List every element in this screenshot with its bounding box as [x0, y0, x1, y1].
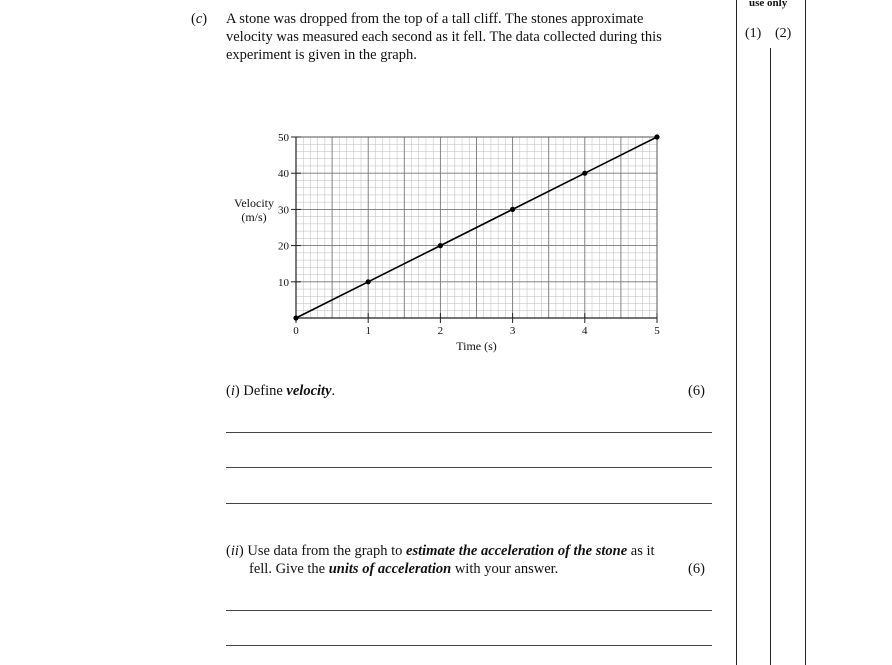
y-tick-label: 30	[278, 204, 289, 217]
data-point	[582, 171, 587, 176]
data-point	[438, 243, 443, 248]
data-point	[510, 207, 515, 212]
keyword-units-of-acceleration: units of acceleration	[328, 561, 452, 577]
margin-header: use only	[749, 0, 788, 9]
answer-line-ii-1[interactable]	[226, 610, 712, 611]
x-tick-label: 4	[582, 325, 588, 337]
keyword-velocity: velocity	[286, 383, 332, 399]
x-tick-label: 5	[654, 325, 660, 337]
margin-line-outer-left	[736, 0, 737, 665]
answer-line-i-3[interactable]	[226, 503, 712, 504]
x-tick-label: 1	[365, 325, 371, 337]
margin-line-middle	[770, 48, 771, 665]
y-tick-label: 10	[278, 276, 289, 289]
marks-i: (6)	[688, 383, 705, 399]
y-axis-label-line-1: Velocity	[234, 196, 274, 210]
x-axis-label: Time (s)	[456, 339, 497, 353]
answer-line-ii-2[interactable]	[226, 645, 712, 646]
x-tick-label: 2	[437, 325, 444, 337]
y-tick-label: 40	[278, 168, 289, 181]
margin-line-outer-right	[805, 0, 806, 665]
y-axis-label-line-2: (m/s)	[241, 210, 267, 224]
x-tick-label: 0	[293, 325, 299, 337]
x-tick-label: 3	[509, 325, 516, 337]
y-tick-label: 50	[278, 132, 289, 144]
data-point	[293, 315, 298, 320]
answer-line-i-2[interactable]	[226, 467, 712, 468]
y-tick-label: 20	[278, 240, 289, 253]
question-intro	[226, 10, 726, 64]
marks-ii: (6)	[688, 561, 705, 577]
answer-line-i-1[interactable]	[226, 432, 712, 433]
margin-mark-col-2: (2)	[775, 26, 792, 41]
intro-line-2: velocity was measured each second as it fell. The data collected during this	[226, 29, 662, 45]
subquestion-i: (i) Define velocity.	[226, 383, 336, 399]
keyword-estimate-acceleration: estimate the acceleration of the stone	[406, 543, 628, 559]
data-point	[654, 134, 659, 139]
part-label: (c)	[191, 11, 208, 27]
margin-mark-col-1: (1)	[745, 26, 762, 41]
data-point	[366, 279, 371, 284]
intro-line-3: experiment is given in the graph.	[226, 47, 417, 63]
velocity-time-graph	[220, 125, 680, 360]
intro-line-1: A stone was dropped from the top of a tall cliff. The stones approximate	[226, 11, 644, 27]
subquestion-ii: (ii) Use data from the graph to estimate the acceleration of the stone as it fell. Give the units of acceleration with your answer.	[226, 543, 655, 577]
